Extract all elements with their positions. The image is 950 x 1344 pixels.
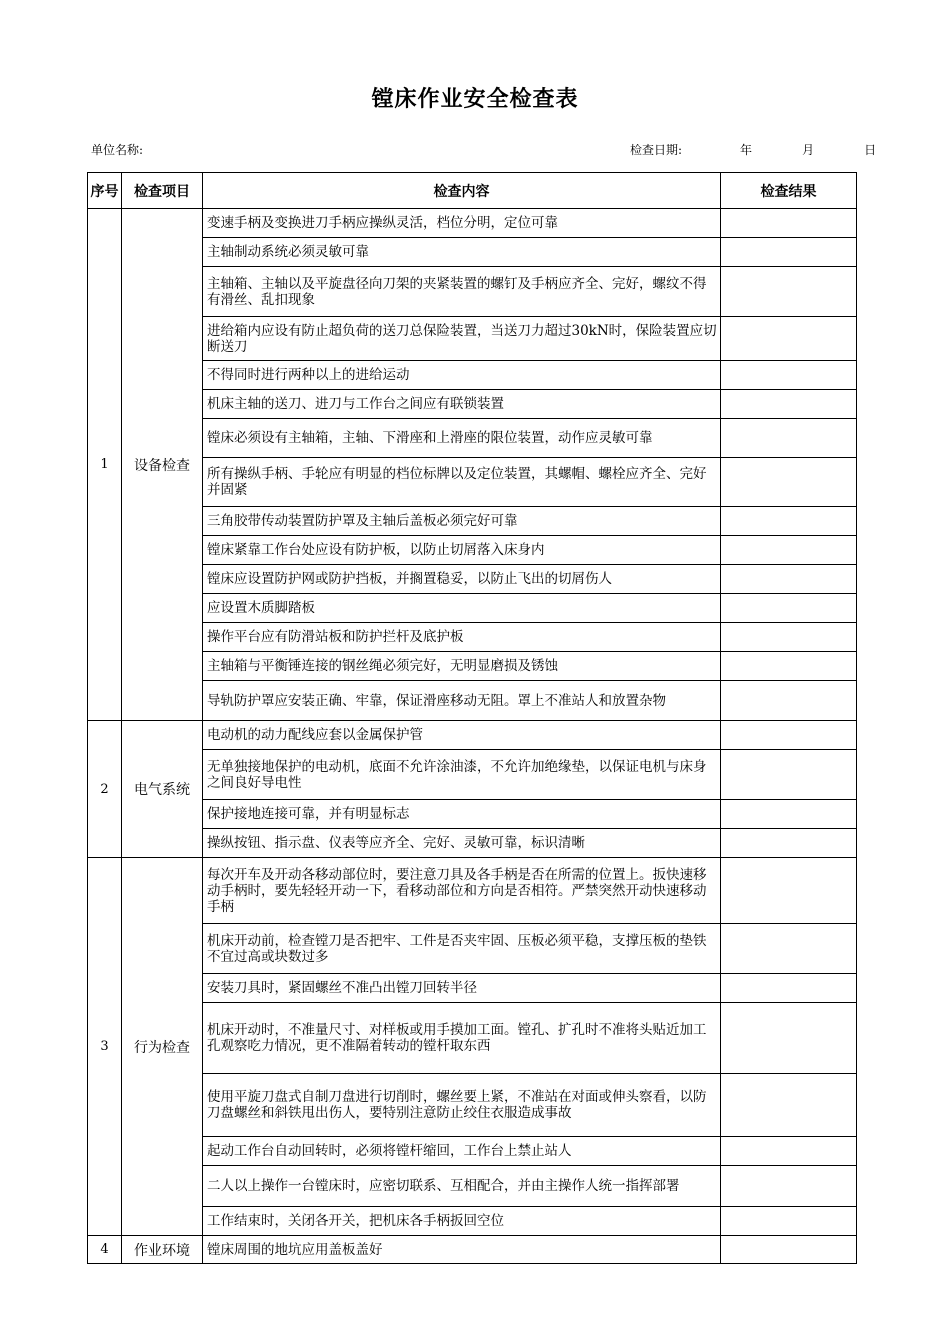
month-label: 月 (802, 143, 815, 157)
check-result-cell[interactable] (721, 419, 857, 458)
table-row (88, 829, 857, 858)
table-row (88, 419, 857, 458)
table-row (88, 536, 857, 565)
table-header-row (88, 173, 857, 209)
check-content: 无单独接地保护的电动机，底面不允许涂油漆，不允许加绝缘垫，以保证电机与床身之间良好导电性 (203, 750, 721, 800)
check-content: 主轴制动系统必须灵敏可靠 (203, 238, 721, 267)
date-label: 检查日期: (630, 143, 683, 157)
table-row (88, 800, 857, 829)
section-category: 作业环境 (122, 1236, 203, 1264)
check-result-cell[interactable] (721, 317, 857, 361)
inspection-date (630, 141, 876, 158)
check-result-cell[interactable] (721, 1236, 857, 1264)
table-row (88, 681, 857, 721)
check-result-cell[interactable] (721, 390, 857, 419)
day-label: 日 (864, 143, 877, 157)
check-content: 安装刀具时，紧固螺丝不准凸出镗刀回转半径 (203, 974, 721, 1003)
check-result-cell[interactable] (721, 800, 857, 829)
table-row (88, 317, 857, 361)
check-result-cell[interactable] (721, 361, 857, 390)
check-result-cell[interactable] (721, 924, 857, 974)
table-row (88, 507, 857, 536)
check-result-cell[interactable] (721, 1166, 857, 1207)
table-row (88, 238, 857, 267)
table-row (88, 390, 857, 419)
section-number: 2 (88, 721, 122, 858)
check-result-cell[interactable] (721, 565, 857, 594)
check-result-cell[interactable] (721, 507, 857, 536)
check-content: 操纵按钮、指示盘、仪表等应齐全、完好、灵敏可靠，标识清晰 (203, 829, 721, 858)
header-no: 序号 (88, 173, 122, 209)
check-content: 起动工作台自动回转时，必须将镗杆缩回，工作台上禁止站人 (203, 1137, 721, 1166)
check-content: 不得同时进行两种以上的进给运动 (203, 361, 721, 390)
table-row (88, 267, 857, 317)
table-row (88, 594, 857, 623)
check-content: 三角胶带传动装置防护罩及主轴后盖板必须完好可靠 (203, 507, 721, 536)
check-result-cell[interactable] (721, 536, 857, 565)
table-row (88, 1137, 857, 1166)
table-row (88, 721, 857, 750)
table-row (88, 750, 857, 800)
check-content: 导轨防护罩应安装正确、牢靠，保证滑座移动无阻。罩上不准站人和放置杂物 (203, 681, 721, 721)
check-result-cell[interactable] (721, 829, 857, 858)
check-content: 进给箱内应设有防止超负荷的送刀总保险装置，当送刀力超过30kN时，保险装置应切断送刀 (203, 317, 721, 361)
check-result-cell[interactable] (721, 750, 857, 800)
table-row (88, 1166, 857, 1207)
table-row (88, 623, 857, 652)
check-result-cell[interactable] (721, 681, 857, 721)
check-content: 每次开车及开动各移动部位时，要注意刀具及各手柄是否在所需的位置上。扳快速移动手柄时，要先轻轻开动一下，看移动部位和方向是否相符。严禁突然开动快速移动手柄 (203, 858, 721, 924)
check-content: 应设置木质脚踏板 (203, 594, 721, 623)
check-content: 二人以上操作一台镗床时，应密切联系、互相配合，并由主操作人统一指挥部署 (203, 1166, 721, 1207)
check-content: 使用平旋刀盘式自制刀盘进行切削时，螺丝要上紧，不准站在对面或伸头察看，以防刀盘螺丝和斜铁甩出伤人，要特别注意防止绞住衣服造成事故 (203, 1074, 721, 1137)
check-content: 所有操纵手柄、手轮应有明显的档位标牌以及定位装置，其螺帽、螺栓应齐全、完好并固紧 (203, 458, 721, 507)
section-number: 4 (88, 1236, 122, 1264)
check-result-cell[interactable] (721, 1137, 857, 1166)
table-row (88, 652, 857, 681)
check-result-cell[interactable] (721, 1003, 857, 1074)
table-row (88, 924, 857, 974)
check-result-cell[interactable] (721, 594, 857, 623)
check-content: 镗床周围的地坑应用盖板盖好 (203, 1236, 721, 1264)
check-content: 电动机的动力配线应套以金属保护管 (203, 721, 721, 750)
table-row (88, 565, 857, 594)
check-result-cell[interactable] (721, 1207, 857, 1236)
check-content: 保护接地连接可靠，并有明显标志 (203, 800, 721, 829)
check-result-cell[interactable] (721, 267, 857, 317)
check-content: 主轴箱与平衡锤连接的钢丝绳必须完好，无明显磨损及锈蚀 (203, 652, 721, 681)
check-content: 操作平台应有防滑站板和防护拦杆及底护板 (203, 623, 721, 652)
section-number: 1 (88, 209, 122, 721)
table-row (88, 361, 857, 390)
check-result-cell[interactable] (721, 458, 857, 507)
unit-name-label: 单位名称: (91, 143, 144, 157)
check-content: 机床主轴的送刀、进刀与工作台之间应有联锁装置 (203, 390, 721, 419)
page-title: 镗床作业安全检查表 (371, 87, 579, 112)
header-content: 检查内容 (203, 173, 721, 209)
section-category: 设备检查 (122, 209, 203, 721)
check-result-cell[interactable] (721, 721, 857, 750)
check-content: 机床开动时，不准量尺寸、对样板或用手摸加工面。镗孔、扩孔时不准将头贴近加工孔观察吃力情况，更不准隔着转动的镗杆取东西 (203, 1003, 721, 1074)
section-number: 3 (88, 858, 122, 1236)
check-result-cell[interactable] (721, 652, 857, 681)
table-row (88, 858, 857, 924)
check-result-cell[interactable] (721, 209, 857, 238)
check-content: 机床开动前，检查镗刀是否把牢、工件是否夹牢固、压板必须平稳，支撑压板的垫铁不宜过高或块数过多 (203, 924, 721, 974)
section-category: 电气系统 (122, 721, 203, 858)
check-content: 主轴箱、主轴以及平旋盘径向刀架的夹紧装置的螺钉及手柄应齐全、完好，螺纹不得有滑丝、乱扣现象 (203, 267, 721, 317)
table-row (88, 1074, 857, 1137)
section-category: 行为检查 (122, 858, 203, 1236)
table-body (88, 209, 857, 1264)
check-result-cell[interactable] (721, 858, 857, 924)
table-row (88, 458, 857, 507)
table-row (88, 1236, 857, 1264)
table-row (88, 1003, 857, 1074)
check-result-cell[interactable] (721, 1074, 857, 1137)
header-result: 检查结果 (721, 173, 857, 209)
table-row (88, 209, 857, 238)
inspection-table (87, 172, 857, 1264)
check-result-cell[interactable] (721, 974, 857, 1003)
year-label: 年 (740, 143, 753, 157)
check-content: 变速手柄及变换进刀手柄应操纵灵活，档位分明，定位可靠 (203, 209, 721, 238)
check-content: 镗床应设置防护网或防护挡板，并搁置稳妥，以防止飞出的切屑伤人 (203, 565, 721, 594)
check-result-cell[interactable] (721, 238, 857, 267)
check-result-cell[interactable] (721, 623, 857, 652)
table-row (88, 974, 857, 1003)
check-content: 工作结束时，关闭各开关，把机床各手柄扳回空位 (203, 1207, 721, 1236)
table-row (88, 1207, 857, 1236)
check-content: 镗床必须设有主轴箱，主轴、下滑座和上滑座的限位装置，动作应灵敏可靠 (203, 419, 721, 458)
check-content: 镗床紧靠工作台处应设有防护板，以防止切屑落入床身内 (203, 536, 721, 565)
header-item: 检查项目 (122, 173, 203, 209)
